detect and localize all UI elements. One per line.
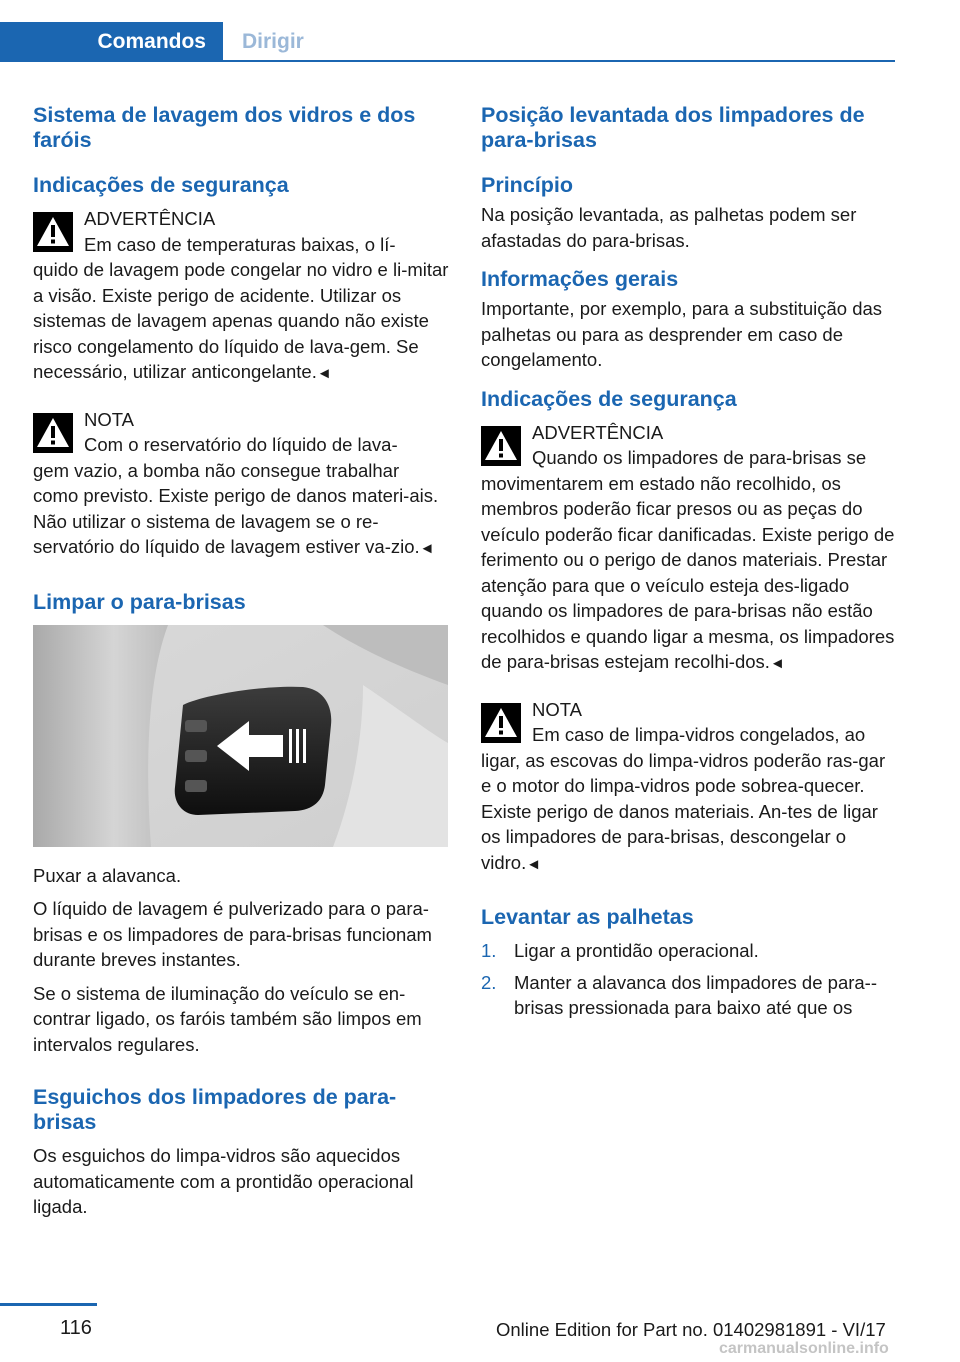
end-mark: ◄ bbox=[419, 540, 435, 557]
paragraph-lights: Se o sistema de iluminação do veículo se en-contrar ligado, os faróis também são limpos em intervalos regulares. bbox=[33, 982, 422, 1055]
watermark: carmanualsonline.info bbox=[719, 1340, 889, 1357]
warning-text: Quando os limpadores de para-brisas se movimentarem em estado não recolhido, os membros poderão ficar presos ou as peças do veículo poderão ficar danificadas. Existe perigo de ferimento ou o perigo de danos materiais. Prestar atenção para que o veículo esteja des-ligado quando os limpadores de para-brisas não estão recolhidos e quando ligar a mesma, os limpadores de para-brisas estejam recolhi-dos.◄ bbox=[481, 447, 895, 672]
raise-blades-heading: Levantar as palhetas bbox=[481, 905, 694, 929]
paragraph-nozzles: Os esguichos do limpa-vidros são aquecidos automaticamente com a prontidão operacional ligada. bbox=[33, 1145, 414, 1217]
nozzles-heading: Esguichos dos limpadores de para-brisas bbox=[33, 1085, 397, 1134]
list-item: 1. Ligar a prontidão operacional. bbox=[481, 940, 759, 961]
end-mark: ◄ bbox=[316, 365, 332, 382]
header-tabs bbox=[0, 22, 895, 62]
general-info-heading: Informações gerais bbox=[481, 267, 679, 291]
footer-divider bbox=[0, 1303, 97, 1306]
end-mark: ◄ bbox=[769, 655, 785, 672]
clean-windshield-heading: Limpar o para-brisas bbox=[33, 589, 246, 614]
warning-triangle-icon bbox=[33, 413, 73, 453]
warning-triangle-icon bbox=[481, 426, 521, 466]
safety-heading-left: Indicações de segurança bbox=[33, 173, 289, 197]
note-text: Com o reservatório do líquido de lava- gem vazio, a bomba não consegue trabalhar como previsto. Existe perigo de danos materi-ais. Não utilizar o sistema de lavagem se o re-servatório do líquido de lavagem estiver va-zio.◄ bbox=[33, 434, 439, 557]
warning-block-wipers bbox=[481, 420, 897, 677]
tab-dirigir[interactable]: Dirigir bbox=[242, 30, 304, 53]
note-block-frozen bbox=[481, 697, 897, 878]
page-number: 116 bbox=[60, 1317, 92, 1339]
paragraph-pull-lever: Puxar a alavanca. bbox=[33, 864, 182, 886]
warning-triangle-icon bbox=[481, 703, 521, 743]
right-column bbox=[481, 103, 897, 1027]
paragraph-principle: Na posição levantada, as palhetas podem ser afastadas do para-brisas. bbox=[481, 204, 857, 251]
section-title-raised-position: Posição levantada dos limpadores de para-brisas bbox=[481, 103, 865, 152]
left-column bbox=[33, 103, 449, 1228]
list-item: 2. Manter a alavanca dos limpadores de para--brisas pressionada para baixo até que os bbox=[481, 971, 877, 1018]
edition-note: Online Edition for Part no. 01402981891 - VI/17 bbox=[496, 1319, 886, 1340]
steps-list bbox=[481, 938, 897, 1021]
note-label: NOTA bbox=[84, 408, 135, 430]
note-text: Em caso de limpa-vidros congelados, ao ligar, as escovas do limpa-vidros poderão ras-gar e o motor do limpa-vidros pode sobrea-quecer. Existe perigo de danos materiais. An-tes de ligar os limpadores de para-brisas, descongelar o vidro.◄ bbox=[481, 724, 886, 873]
warning-label: ADVERTÊNCIA bbox=[84, 208, 216, 229]
section-title-washer: Sistema de lavagem dos vidros e dos faróis bbox=[33, 103, 416, 152]
note-label: NOTA bbox=[532, 698, 583, 720]
warning-block-cold bbox=[33, 206, 449, 387]
principle-heading: Princípio bbox=[481, 173, 573, 197]
warning-label: ADVERTÊNCIA bbox=[532, 421, 664, 443]
wiper-lever-photo bbox=[33, 625, 448, 847]
end-mark: ◄ bbox=[526, 855, 542, 873]
paragraph-spray: O líquido de lavagem é pulverizado para o para-brisas e os limpadores de para-brisas funcionam durante breves instantes. bbox=[33, 898, 432, 970]
warning-triangle-icon bbox=[33, 212, 73, 252]
note-block-empty-reservoir bbox=[33, 407, 449, 562]
safety-heading-right: Indicações de segurança bbox=[481, 386, 737, 411]
tab-comandos[interactable]: Comandos bbox=[0, 22, 223, 62]
warning-text: Em caso de temperaturas baixas, o lí- quido de lavagem pode congelar no vidro e li-mitar a visão. Existe perigo de acidente. Utilizar os sistemas de lavagem apenas quando não existe risco congelamento do líquido de lava-gem. Se necessário, utilizar anticongelante.◄ bbox=[33, 233, 449, 382]
header-divider bbox=[223, 60, 895, 62]
paragraph-general: Importante, por exemplo, para a substituição das palhetas ou para as desprender em caso de congelamento. bbox=[481, 298, 883, 370]
